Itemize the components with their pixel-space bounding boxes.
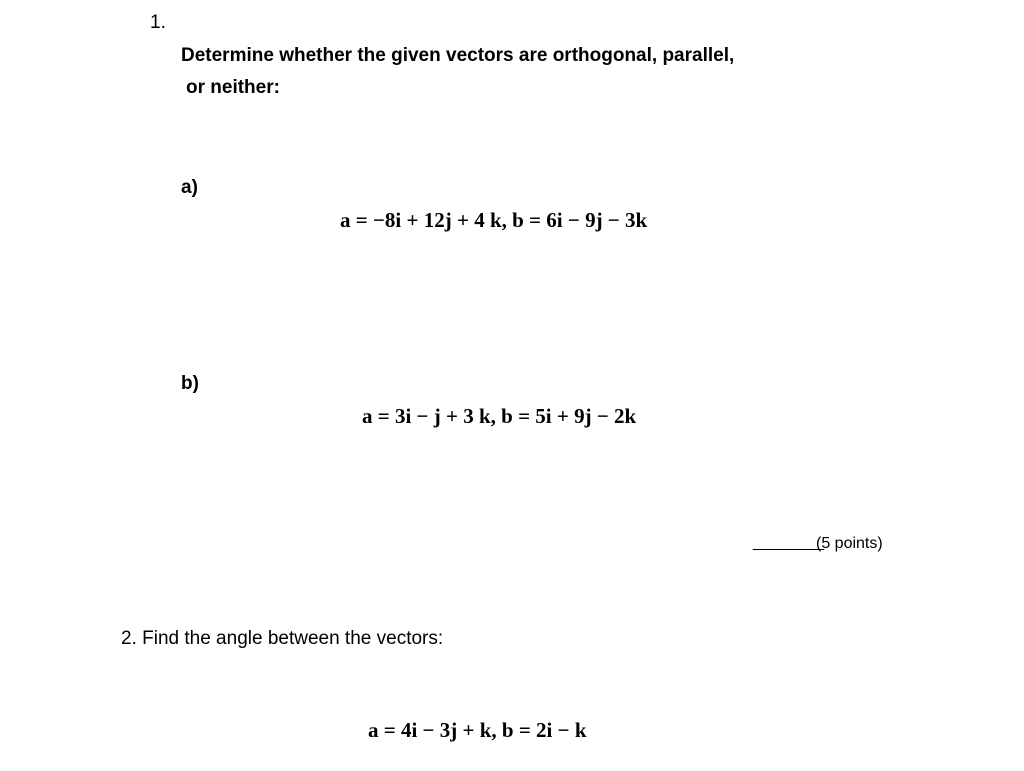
question-2-vector-expression: a = 4i − 3j + k, b = 2i − k [368, 718, 587, 742]
question-1-number: 1. [150, 12, 166, 33]
question-1-instruction-line-2: or neither: [186, 77, 280, 98]
part-b-label: b) [181, 373, 199, 394]
part-a-label: a) [181, 177, 198, 198]
points-label: (5 points) [816, 535, 883, 552]
part-a-vector-expression: a = −8i + 12j + 4 k, b = 6i − 9j − 3k [340, 208, 648, 232]
question-2-text: 2. Find the angle between the vectors: [121, 628, 444, 649]
question-1-instruction-line-1: Determine whether the given vectors are orthogonal, parallel, [181, 45, 735, 66]
score-blank-line: ________ [753, 534, 825, 551]
part-b-vector-expression: a = 3i − j + 3 k, b = 5i + 9j − 2k [362, 404, 637, 428]
